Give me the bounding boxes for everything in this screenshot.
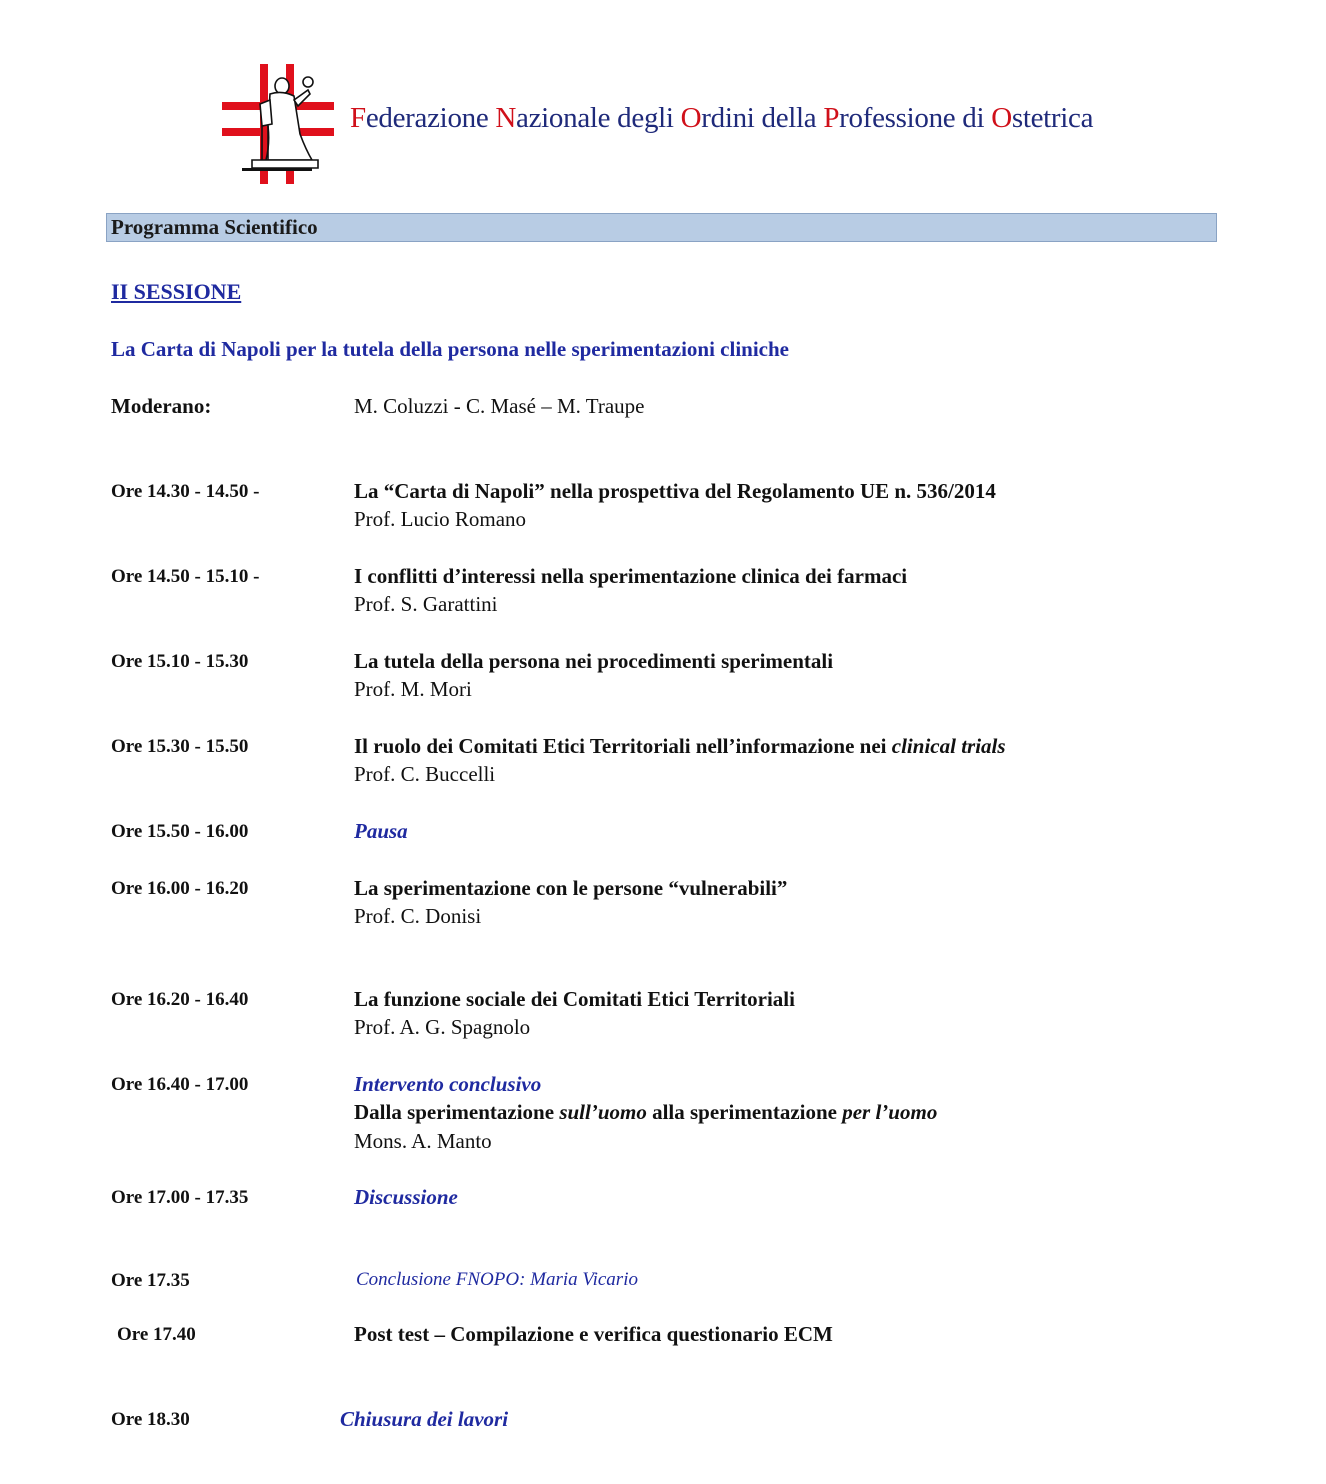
schedule-time: Ore 16.20 - 16.40 (111, 989, 249, 1010)
org-initial: F (350, 102, 366, 134)
schedule-speaker: Mons. A. Manto (354, 1129, 492, 1153)
schedule-time: Ore 14.50 - 15.10 - (111, 566, 260, 587)
org-word: rdini della (701, 102, 824, 134)
schedule-title: I conflitti d’interessi nella sperimentazione clinica dei farmaci (354, 564, 908, 588)
schedule-time: Ore 15.50 - 16.00 (111, 821, 249, 842)
schedule-time: Ore 18.30 (111, 1409, 190, 1430)
schedule-title-italic: sull’uomo (559, 1100, 647, 1124)
closing-talk-label: Intervento conclusivo (354, 1072, 542, 1096)
schedule-title-main: Il ruolo dei Comitati Etici Territoriali nell’informazione nei (354, 734, 892, 758)
schedule-time: Ore 15.30 - 15.50 (111, 736, 249, 757)
schedule-speaker: Prof. C. Buccelli (354, 762, 496, 786)
org-initial: O (991, 102, 1012, 134)
schedule-time: Ore 16.40 - 17.00 (111, 1074, 249, 1095)
schedule-time: Ore 17.00 - 17.35 (111, 1187, 249, 1208)
schedule-speaker: Prof. M. Mori (354, 677, 472, 701)
schedule-title-italic: per l’uomo (842, 1100, 938, 1124)
schedule-title-italic: clinical trials (891, 734, 1006, 758)
org-word: azionale degli (516, 102, 681, 134)
schedule-title-part: alla sperimentazione (646, 1100, 843, 1124)
org-initial: O (680, 102, 702, 134)
schedule-time: Ore 15.10 - 15.30 (111, 651, 249, 672)
schedule-speaker: Prof. Lucio Romano (354, 507, 527, 531)
schedule-title (354, 734, 1006, 759)
org-initial: P (823, 102, 840, 134)
schedule-title: La funzione sociale dei Comitati Etici Territoriali (354, 987, 795, 1011)
schedule-title: La tutela della persona nei procedimenti sperimentali (354, 649, 834, 673)
schedule-title: Post test – Compilazione e verifica questionario ECM (354, 1322, 833, 1346)
schedule-time: Ore 14.30 - 14.50 - (111, 481, 260, 502)
schedule-time: Ore 16.00 - 16.20 (111, 878, 249, 899)
org-word: rofessione di (839, 102, 992, 134)
federation-name (350, 102, 1093, 135)
org-word: stetrica (1011, 102, 1094, 134)
schedule-speaker: Prof. S. Garattini (354, 592, 498, 616)
conclusion-label: Conclusione FNOPO: Maria Vicario (356, 1269, 638, 1290)
discussion-label: Discussione (354, 1185, 458, 1209)
break-label: Pausa (354, 819, 408, 843)
session-subtitle: La Carta di Napoli per la tutela della persona nelle sperimentazioni cliniche (111, 337, 789, 361)
program-title: Programma Scientifico (111, 215, 318, 239)
federation-logo (222, 64, 334, 184)
moderators-names: M. Coluzzi - C. Masé – M. Traupe (354, 394, 645, 418)
org-word: ederazione (365, 102, 496, 134)
schedule-title: La “Carta di Napoli” nella prospettiva del Regolamento UE n. 536/2014 (354, 479, 996, 503)
schedule-title-part: Dalla sperimentazione (354, 1100, 560, 1124)
schedule-speaker: Prof. C. Donisi (354, 904, 482, 928)
session-title: II SESSIONE (111, 279, 242, 304)
schedule-speaker: Prof. A. G. Spagnolo (354, 1015, 531, 1039)
schedule-time: Ore 17.35 (111, 1270, 190, 1291)
moderators-label: Moderano: (111, 394, 212, 418)
schedule-title: La sperimentazione con le persone “vulnerabili” (354, 876, 788, 900)
org-initial: N (495, 102, 517, 134)
schedule-title (354, 1100, 937, 1125)
closing-label: Chiusura dei lavori (340, 1407, 509, 1431)
schedule-time: Ore 17.40 (117, 1324, 196, 1345)
